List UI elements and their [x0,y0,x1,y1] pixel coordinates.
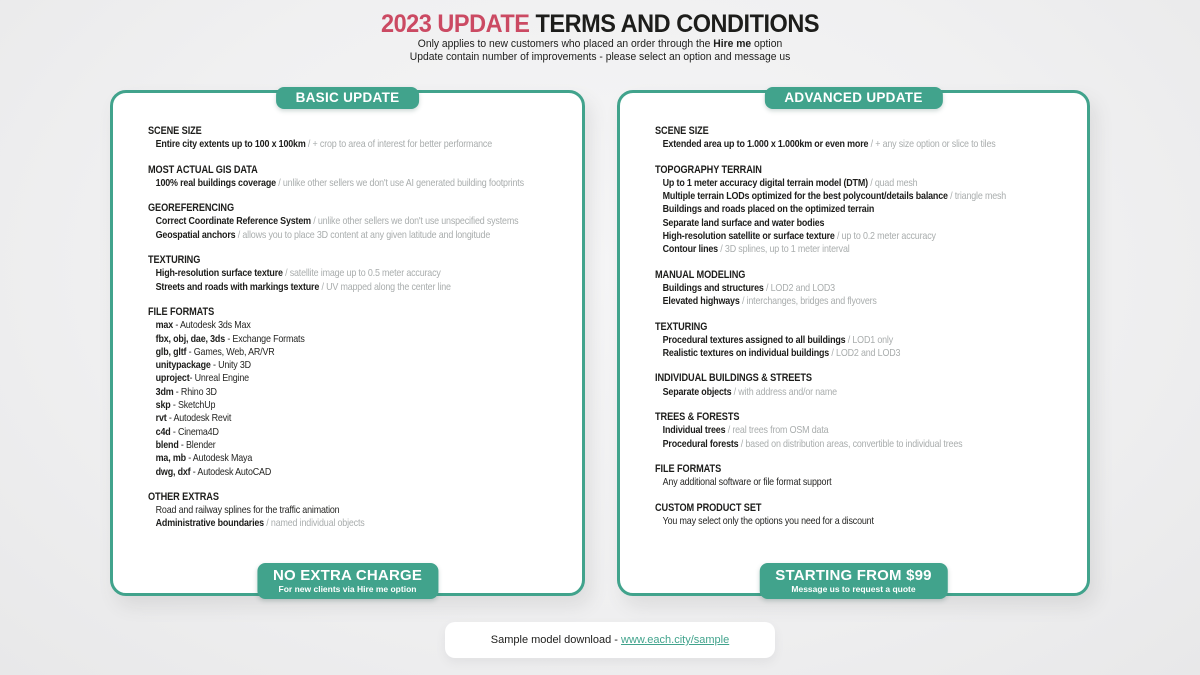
feature-text: Road and railway splines for the traffic animation [155,504,340,517]
subtitle-line-1 [36,38,1164,51]
feature-note: / LOD1 only [845,333,894,346]
feature-main: Separate land surface and water bodies [662,216,825,229]
basic-update-badge: BASIC UPDATE [276,87,420,109]
section-topography-terrain [655,164,1073,257]
feature-text: - Autodesk AutoCAD [190,465,272,478]
advanced-update-price-badge [759,563,947,599]
section-texturing [655,321,1073,361]
feature-item [655,515,1073,528]
section-scene-size [655,125,1073,152]
feature-item [148,281,566,294]
feature-main: uproject [155,372,190,385]
feature-note: / unlike other sellers we don't use AI generated building footprints [275,176,524,189]
feature-item [148,177,566,190]
page-header [0,10,1200,64]
section-other-extras [148,491,566,531]
feature-main: Individual trees [662,424,726,437]
feature-text: - Autodesk 3ds Max [173,319,251,332]
feature-note: / up to 0.2 meter accuracy [834,230,936,243]
title-rest: TERMS AND CONDITIONS [529,10,820,38]
feature-item [655,177,1073,190]
section-header: INDIVIDUAL BUILDINGS & STREETS [655,372,812,385]
section-custom-product-set [655,502,1073,529]
feature-text: Any additional software or file format support [662,476,832,489]
feature-text: - Autodesk Revit [166,412,232,425]
feature-item [148,319,566,332]
section-header: MOST ACTUAL GIS DATA [148,163,258,176]
feature-text: - Cinema4D [170,425,219,438]
feature-item [655,347,1073,360]
feature-item [148,466,566,479]
feature-text: - Unity 3D [210,359,251,372]
advanced-update-badge: ADVANCED UPDATE [764,87,942,109]
feature-main: High-resolution satellite or surface texture [662,230,835,243]
feature-main: 100% real buildings coverage [155,176,276,189]
section-header: GEOREFERENCING [148,202,235,215]
feature-item [148,439,566,452]
feature-item [148,333,566,346]
feature-main: Procedural textures assigned to all buildings [662,333,846,346]
feature-main: Separate objects [662,385,732,398]
feature-main: skp [155,399,171,412]
section-scene-size [148,125,566,152]
feature-item [148,372,566,385]
feature-item [655,190,1073,203]
feature-note: / unlike other sellers we don't use unspecified systems [310,215,519,228]
section-individual-buildings-streets [655,372,1073,399]
feature-note: / + any size option or slice to tiles [868,138,996,151]
feature-item [655,203,1073,216]
feature-text: - Blender [178,438,216,451]
feature-item [655,476,1073,489]
feature-main: Entire city extents up to 100 x 100km [155,138,306,151]
feature-main: unitypackage [155,359,211,372]
feature-note: / quad mesh [867,176,918,189]
section-georeferencing [148,202,566,242]
feature-main: Extended area up to 1.000 x 1.000km or even more [662,138,869,151]
section-trees-forests [655,411,1073,451]
section-header: FILE FORMATS [655,462,722,475]
feature-main: dwg, dxf [155,465,191,478]
basic-update-price-badge [257,563,438,599]
feature-note: / allows you to place 3D content at any given latitude and longitude [235,228,491,241]
feature-main: Geospatial anchors [155,228,236,241]
section-texturing [148,254,566,294]
feature-note: / UV mapped along the center line [319,280,451,293]
feature-main: c4d [155,425,171,438]
feature-item [148,346,566,359]
feature-item [148,215,566,228]
price-badge-subtitle: Message us to request a quote [791,584,916,594]
feature-text: - Autodesk Maya [185,452,253,465]
feature-note: / with address and/or name [731,385,837,398]
section-header: TEXTURING [148,254,201,267]
subtitle-line-2: Update contain number of improvements - please select an option and message us [409,51,791,63]
price-badge-title: STARTING FROM $99 [775,567,932,584]
feature-main: 3dm [155,385,174,398]
price-badge-title: NO EXTRA CHARGE [272,567,423,584]
feature-note: / real trees from OSM data [725,424,829,437]
feature-text: - Exchange Formats [225,332,305,345]
feature-main: Buildings and structures [662,281,764,294]
section-manual-modeling [655,269,1073,309]
feature-main: Realistic textures on individual buildings [662,347,830,360]
feature-main: Buildings and roads placed on the optimized terrain [662,203,875,216]
feature-main: glb, gltf [155,345,187,358]
basic-update-content [148,125,566,543]
feature-item [655,282,1073,295]
section-header: SCENE SIZE [148,125,202,137]
feature-note: / satellite image up to 0.5 meter accuracy [282,267,441,280]
feature-main: Elevated highways [662,295,740,308]
section-header: FILE FORMATS [148,305,215,318]
section-file-formats [655,463,1073,490]
feature-text: - Games, Web, AR/VR [186,345,275,358]
feature-item [655,424,1073,437]
feature-note: / LOD2 and LOD3 [829,347,901,360]
feature-note: / based on distribution areas, convertible to individual trees [738,437,963,450]
feature-note: / 3D splines, up to 1 meter interval [717,243,850,256]
feature-item [148,267,566,280]
feature-note: / triangle mesh [947,190,1007,203]
section-header: MANUAL MODELING [655,268,746,281]
feature-item [148,229,566,242]
feature-main: Up to 1 meter accuracy digital terrain model (DTM) [662,176,868,189]
subtitle-1-post: option [751,38,783,50]
feature-main: Contour lines [662,243,718,256]
feature-main: Streets and roads with markings texture [155,280,320,293]
sample-download-link[interactable]: www.each.city/sample [621,634,730,646]
feature-item [655,386,1073,399]
feature-main: max [155,319,174,332]
feature-main: rvt [155,412,167,425]
feature-item [655,243,1073,256]
feature-note: / interchanges, bridges and flyovers [739,295,877,308]
feature-note: / LOD2 and LOD3 [763,281,835,294]
feature-main: fbx, obj, dae, 3ds [155,332,226,345]
section-header: CUSTOM PRODUCT SET [655,501,762,514]
feature-item [655,138,1073,151]
feature-item [655,230,1073,243]
feature-item [148,412,566,425]
advanced-update-content [655,125,1073,540]
section-header: TEXTURING [655,320,708,333]
feature-note: / named individual objects [263,517,365,530]
feature-main: Multiple terrain LODs optimized for the best polycount/details balance [662,190,948,203]
feature-text: - SketchUp [170,399,216,412]
feature-item [655,295,1073,308]
subtitle-1-bold: Hire me [713,38,752,50]
panel-advanced-update [617,90,1090,596]
feature-main: Administrative boundaries [155,517,264,530]
feature-main: ma, mb [155,452,186,465]
feature-main: Procedural forests [662,437,739,450]
title-accent: 2023 UPDATE [380,10,530,38]
section-most-actual-gis-data [148,164,566,191]
subtitle-1-pre: Only applies to new customers who placed an order through the [417,38,714,50]
feature-item [148,504,566,517]
panel-basic-update [110,90,585,596]
feature-text: - Unreal Engine [189,372,249,385]
feature-item [148,399,566,412]
feature-text: You may select only the options you need for a discount [662,514,874,527]
feature-note: / + crop to area of interest for better performance [305,138,492,151]
feature-main: High-resolution surface texture [155,267,283,280]
section-file-formats [148,306,566,479]
feature-text: - Rhino 3D [173,385,217,398]
page-title [36,10,1164,38]
feature-item [655,217,1073,230]
feature-item [148,426,566,439]
feature-item [655,334,1073,347]
section-header: OTHER EXTRAS [148,490,219,503]
feature-main: Correct Coordinate Reference System [155,215,311,228]
feature-item [655,438,1073,451]
feature-item [148,452,566,465]
section-header: TREES & FORESTS [655,411,740,424]
feature-item [148,359,566,372]
feature-main: blend [155,438,179,451]
feature-item [148,517,566,530]
sample-download-text: Sample model download - [490,634,622,646]
feature-item [148,386,566,399]
section-header: SCENE SIZE [655,125,709,137]
price-badge-subtitle: For new clients via Hire me option [278,584,417,594]
sample-download-pill [445,622,775,658]
section-header: TOPOGRAPHY TERRAIN [655,163,762,176]
feature-item [148,138,566,151]
